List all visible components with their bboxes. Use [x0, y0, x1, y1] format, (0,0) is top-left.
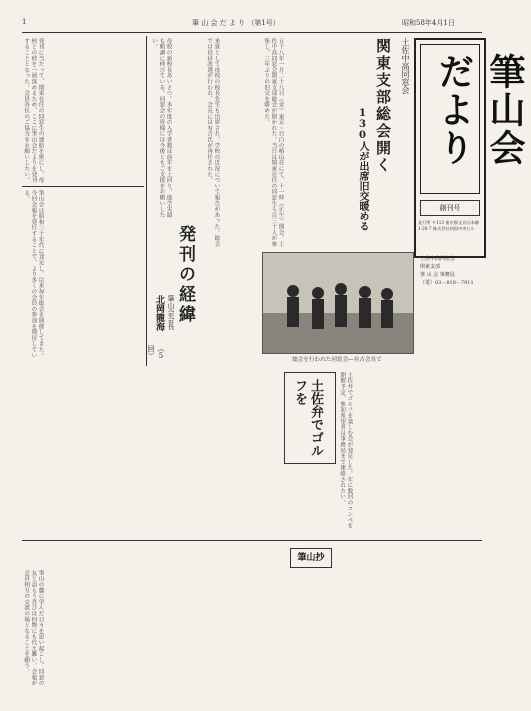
founding-byline: 筆山会会長 — [167, 295, 175, 330]
bottom-box-title: 筆山抄 — [290, 548, 332, 568]
bottom-section-rule — [22, 540, 482, 541]
office-line2: 関東支部 — [420, 264, 441, 270]
issue-label: 創刊号 — [420, 200, 480, 216]
meeting-photo — [262, 252, 414, 354]
photo-caption: 総会を行われた同窓会―有吉会長で — [292, 357, 382, 363]
headline-sub: 130人が出席旧交暖める — [357, 108, 368, 231]
article-col-golf: 土佐弁でゴルフを楽しむ会が発足した。年に数回のコンペを開催予定。参加希望者は事務局まで連絡されたい。 — [339, 372, 353, 529]
left-rule — [22, 186, 144, 187]
article-col-mid-a: 母校の新校長あいさつ。本年度の入学者数は前年を上回り、進学実績も順調に伸びている。同窓会の皆様には今後ともご支援をお願いしたい。 — [151, 38, 172, 218]
office-line1: 土佐中高同窓会 — [420, 256, 456, 262]
publisher-info: 発行所 〒113 東京都文京区本郷1-28-7 株式会社四国中央ビル — [418, 220, 479, 231]
article-col-bottom: 筆山の麓に学んだ日々を思い起こし、同窓の友と語らう喜びは何物にも代え難い。会報が会員相互の交流の場となることを願う。 — [23, 570, 44, 686]
founding-class-note: （5回） — [147, 345, 165, 360]
founding-title: 発刊の経緯 — [175, 225, 195, 325]
issue-date: 昭和58年4月1日 — [402, 19, 455, 27]
top-bar — [22, 18, 482, 30]
office-line3: 筆 山 会 事務局 — [420, 272, 455, 278]
masthead-logo: 筆山会だより — [433, 53, 526, 167]
page-number: 1 — [22, 18, 27, 26]
headline-org: 土佐中高同窓会 — [401, 38, 410, 94]
office-box — [420, 255, 484, 287]
headline-block — [320, 38, 410, 253]
article-col-left-b: 筆山会は昭和三十年代に発足し、以来毎年総会を開催してきた。今回会報を発行することで、より多くの会員の参加を期待している。 — [23, 190, 44, 359]
top-rule — [22, 32, 482, 33]
logo-box — [420, 44, 526, 194]
headline-main: 関東支部総会開く — [374, 38, 392, 174]
office-phone: （電）03－818－7911 — [420, 280, 474, 286]
article-col-right-a: 五十八年一月二十八日（金）東京・目白の椿山荘にて、十一時（正午）開会。土佐中高同窓会関東支部総会が開かれた。当日は関東在住の同窓生ら百三十人が参集し、三年ぶりの旧交を暖めた。 — [263, 38, 284, 247]
photo-people-illustration — [263, 253, 413, 353]
golf-title-box — [284, 372, 336, 464]
founding-article-title — [147, 225, 198, 365]
paper-title-header: 筆 山 会 だ よ り （第1号） — [192, 19, 280, 27]
founding-author: 北岡龍海 — [154, 295, 164, 331]
golf-title: 土佐弁でゴルフを — [292, 379, 323, 457]
masthead — [414, 38, 526, 258]
column-rule — [146, 36, 147, 366]
article-col-left-a: 発刊に当たって、関東在住の同窓生の連絡を密にし、母校との絆を一層深めるため、ここに筆山会だよりを発刊することとなった。会員各位のご協力をお願いしたい。 — [23, 38, 44, 183]
article-col-right-b: 来賓として母校の校長先生も出席され、学校の近況について報告があった。総会では役員改選が行われ、会長には有吉氏が再任された。 — [206, 38, 220, 247]
